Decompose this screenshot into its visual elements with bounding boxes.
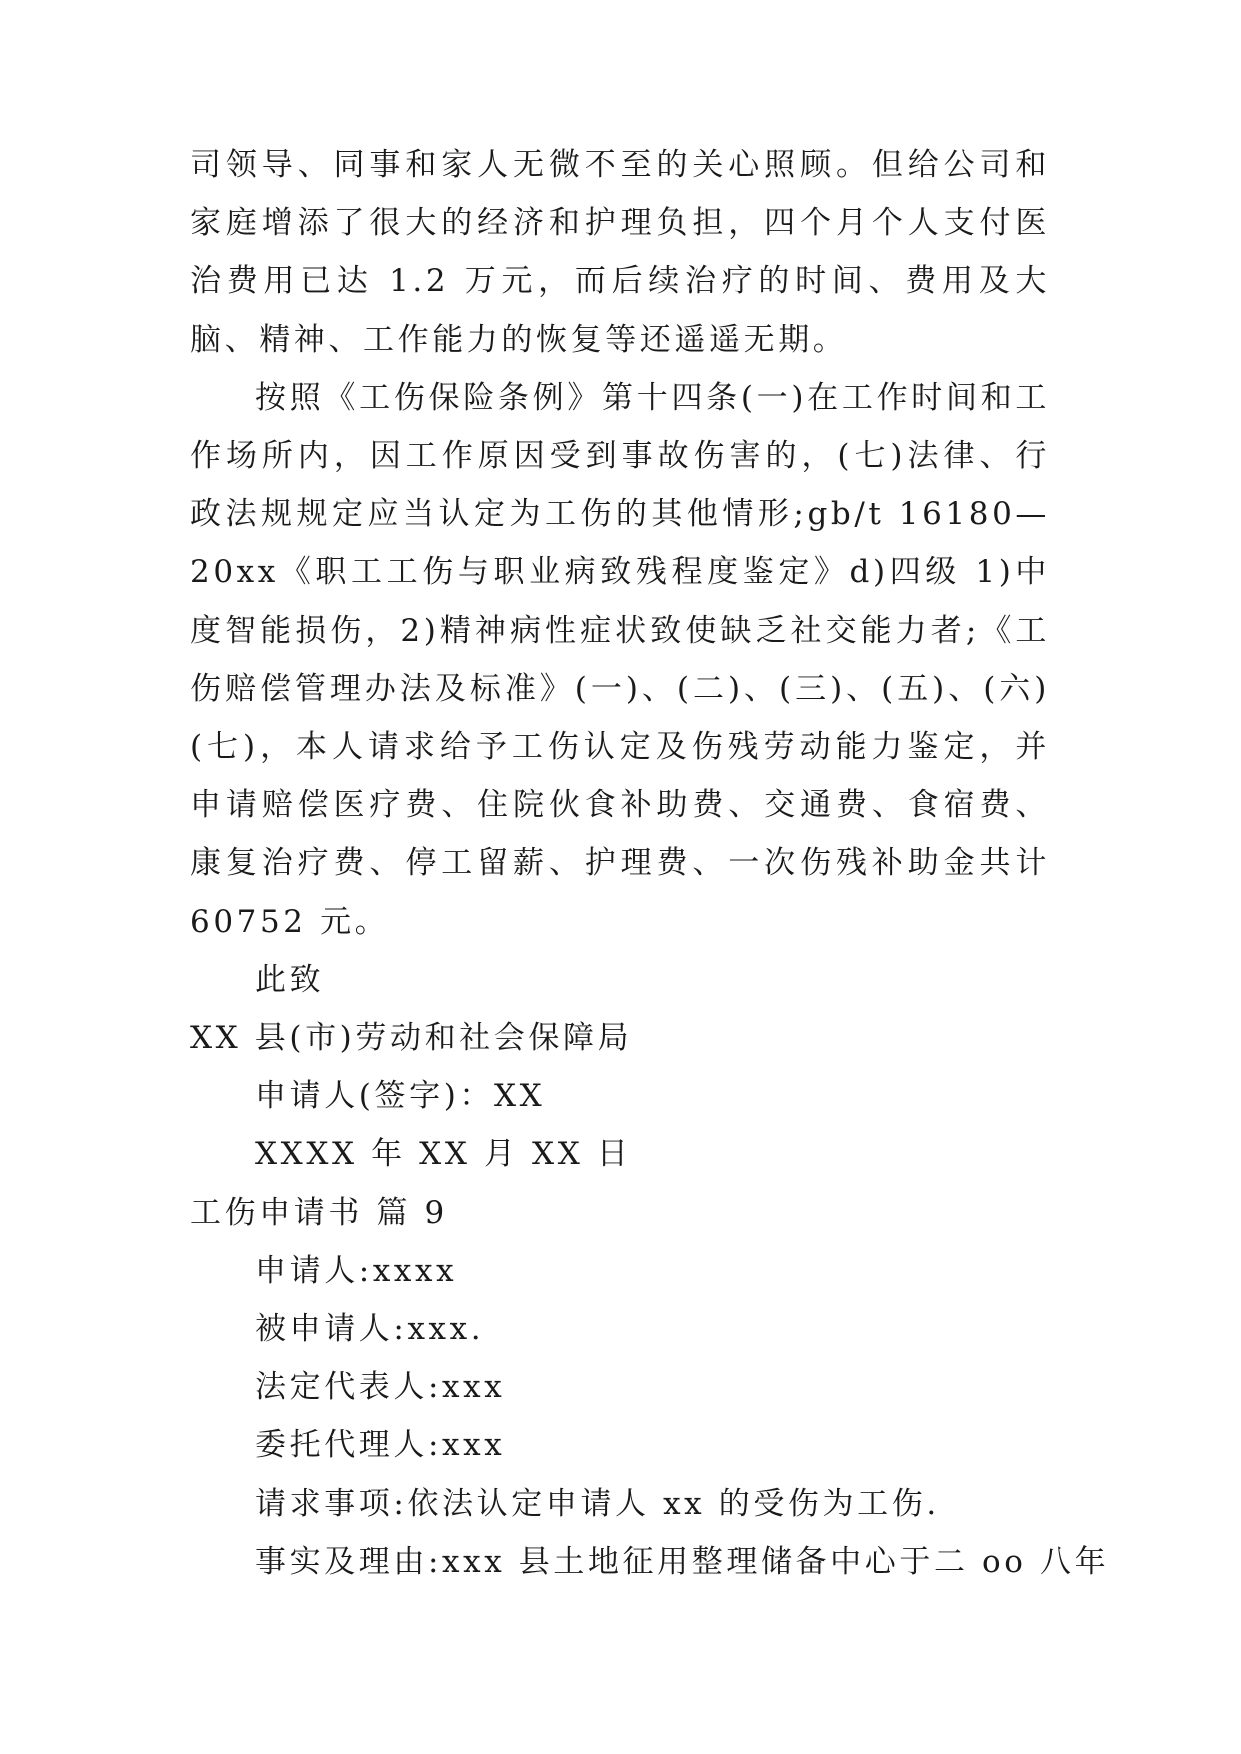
request-line: 请求事项:依法认定申请人 xx 的受伤为工伤. [255, 1485, 940, 1522]
facts-line: 事实及理由:xxx 县土地征用整理储备中心于二 oo 八年 [255, 1543, 1110, 1580]
respondent-line: 被申请人:xxx. [255, 1311, 485, 1348]
legal-representative-line: 法定代表人:xxx [255, 1369, 506, 1406]
signature-line: 申请人(签字)：XX [255, 1078, 546, 1115]
recipient: XX 县(市)劳动和社会保障局 [190, 1020, 633, 1057]
agent-line: 委托代理人:xxx [255, 1427, 506, 1464]
section-title: 工伤申请书 篇 9 [190, 1194, 448, 1231]
salutation: 此致 [255, 961, 325, 998]
paragraph-medical-costs: 司领导、同事和家人无微不至的关心照顾。但给公司和家庭增添了很大的经济和护理负担，四个月个人支付医治费用已达 1.2 万元，而后续治疗的时间、费用及大脑、精神、工作能力的恢复等还遥遥无期。 [190, 147, 1050, 358]
document-body [190, 136, 1110, 1591]
applicant-line: 申请人:xxxx [255, 1252, 458, 1289]
date-line: XXXX 年 XX 月 XX 日 [255, 1136, 632, 1173]
paragraph-legal-basis: 按照《工伤保险条例》第十四条(一)在工作时间和工作场所内，因工作原因受到事故伤害的，(七)法律、行政法规规定应当认定为工伤的其他情形;gb/t 16180—20xx《职工工伤与职业病致残程度鉴定》d)四级 1)中度智能损伤，2)精神病性症状致使缺乏社交能力者;《工伤赔偿管理办法及标准》(一)、(二)、(三)、(五)、(六)(七)，本人请求给予工伤认定及伤残劳动能力鉴定，并申请赔偿医疗费、住院伙食补助费、交通费、食宿费、康复治疗费、停工留薪、护理费、一次伤残补助金共计 60752 元。 [190, 379, 1050, 940]
